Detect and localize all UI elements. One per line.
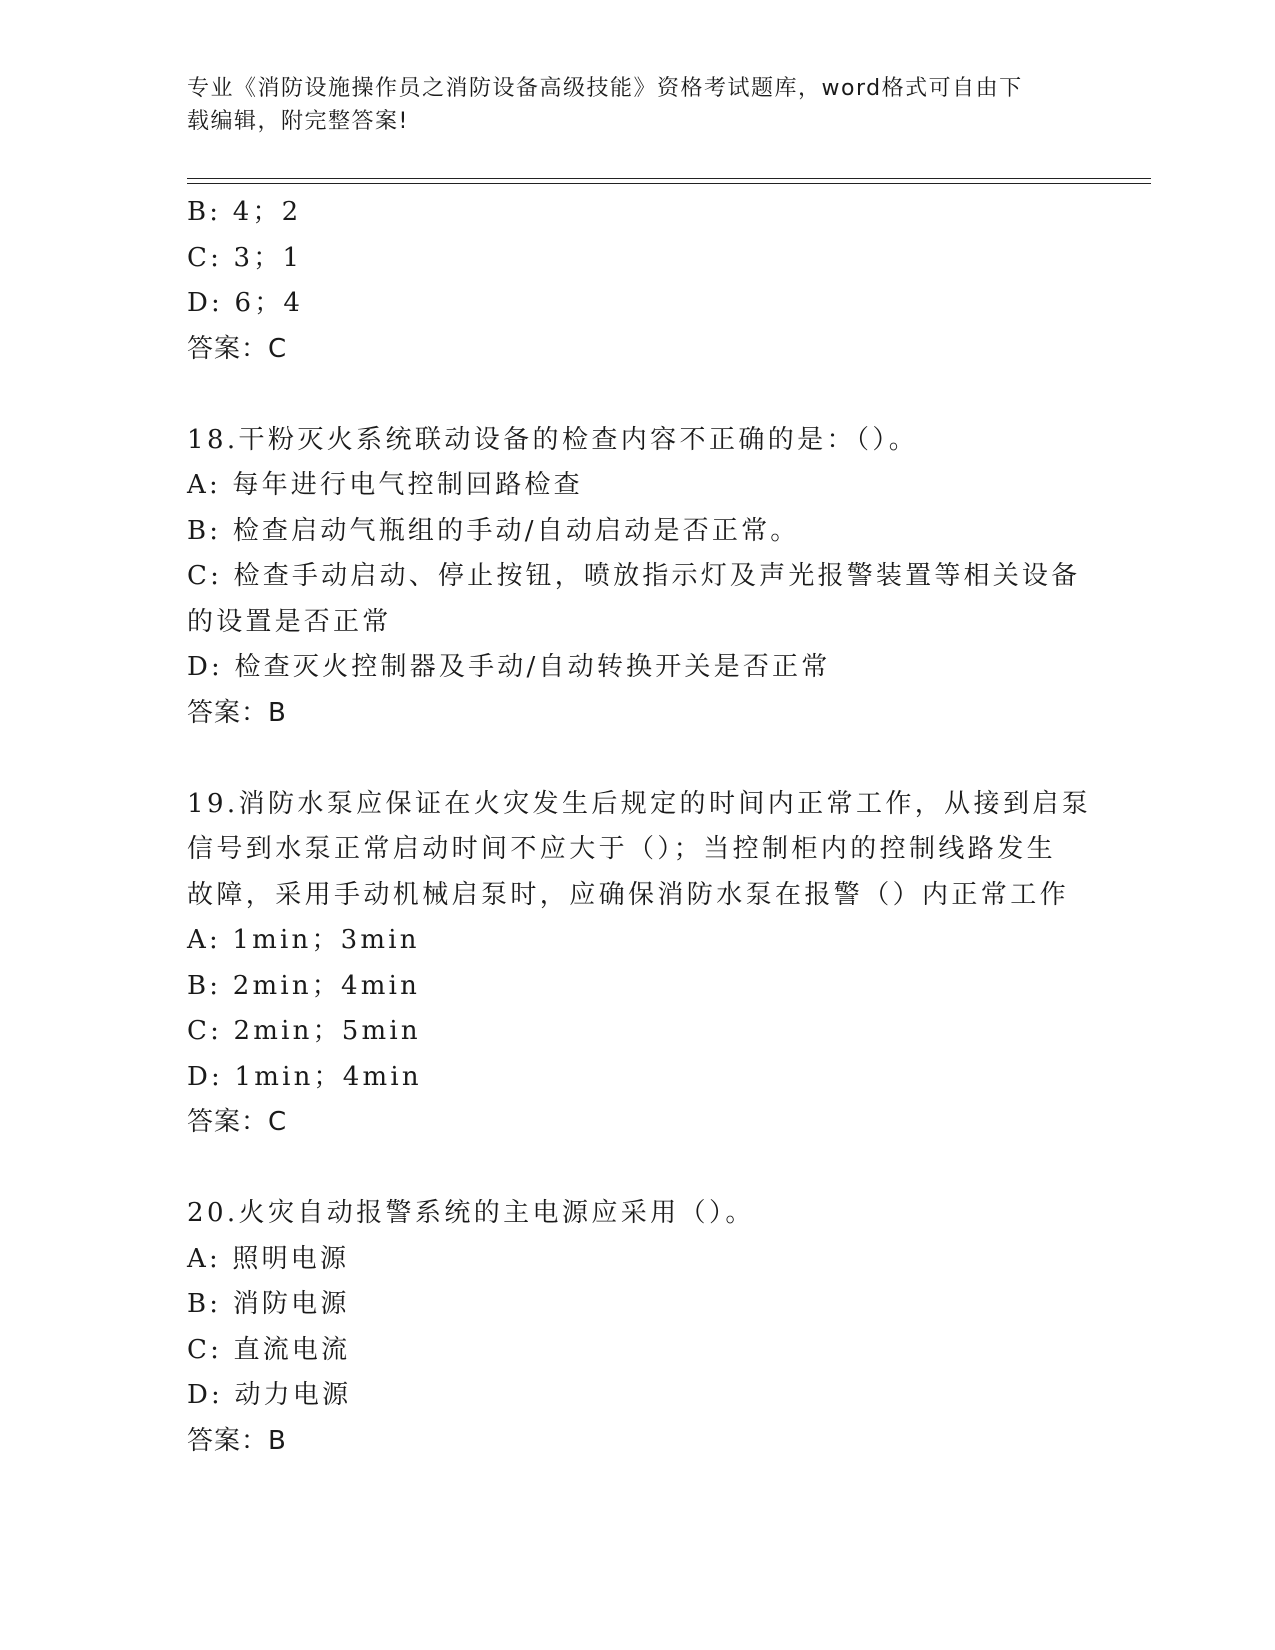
header-divider-top xyxy=(187,178,1151,179)
answer: 答案：B xyxy=(187,697,287,728)
question-list xyxy=(187,190,1092,1464)
header-line-1: 专业《消防设施操作员之消防设备高级技能》资格考试题库，word格式可自由下 xyxy=(187,76,1023,101)
question-stem-continued: 信号到水泵正常启动时间不应大于（）；当控制柜内的控制线路发生 xyxy=(187,834,1057,864)
option-a: A: 每年进行电气控制回路检查 xyxy=(187,470,583,500)
option-d: D: 1min；4min xyxy=(187,1061,422,1092)
answer: 答案：C xyxy=(187,1107,288,1137)
document-header xyxy=(187,72,1067,138)
option-b: B: 消防电源 xyxy=(187,1289,350,1319)
option-c: C: 检查手动启动、停止按钮，喷放指示灯及声光报警装置等相关设备 xyxy=(187,561,1081,591)
header-line-2: 载编辑，附完整答案! xyxy=(187,109,409,134)
question-20 xyxy=(187,1191,1087,1464)
option-b: B: 2min；4min xyxy=(187,970,421,1001)
option-c: C: 3；1 xyxy=(187,242,303,273)
option-b: B: 检查启动气瓶组的手动/自动启动是否正常。 xyxy=(187,515,800,546)
question-stem: 18.干粉灭火系统联动设备的检查内容不正确的是：（）。 xyxy=(187,424,919,455)
question-stem-continued: 故障，采用手动机械启泵时，应确保消防水泵在报警（）内正常工作 xyxy=(187,879,1070,910)
option-a: A: 照明电源 xyxy=(187,1243,350,1274)
option-b: B: 4；2 xyxy=(187,197,302,227)
option-d: D: 动力电源 xyxy=(187,1380,352,1410)
option-a: A: 1min；3min xyxy=(187,925,420,955)
answer: 答案：C xyxy=(187,333,288,364)
previous-question-tail xyxy=(187,190,1087,372)
option-c: C: 直流电流 xyxy=(187,1334,351,1365)
option-d: D: 检查灭火控制器及手动/自动转换开关是否正常 xyxy=(187,652,831,682)
question-stem: 19.消防水泵应保证在火灾发生后规定的时间内正常工作，从接到启泵 xyxy=(187,788,1092,819)
header-divider-bottom xyxy=(187,183,1151,184)
question-stem: 20.火灾自动报警系统的主电源应采用（）。 xyxy=(187,1198,755,1228)
question-19 xyxy=(187,782,1092,1146)
question-18 xyxy=(187,418,1087,737)
option-d: D: 6；4 xyxy=(187,288,304,318)
option-c-continued: 的设置是否正常 xyxy=(187,606,392,637)
option-c: C: 2min；5min xyxy=(187,1016,421,1046)
answer: 答案：B xyxy=(187,1425,287,1456)
